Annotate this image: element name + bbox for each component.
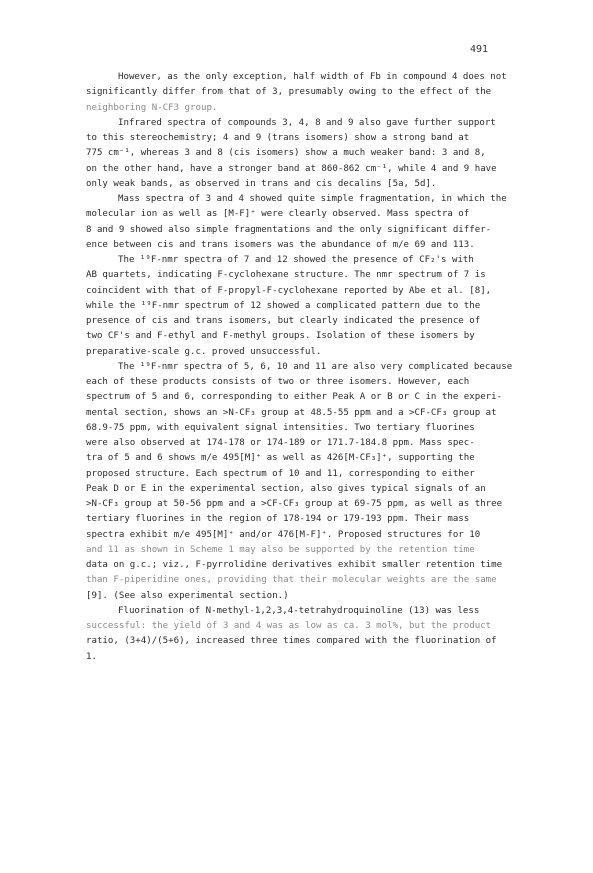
text-line: Fluorination of N-methyl-1,2,3,4-tetrahydroquinoline (13) was less [118,605,480,616]
text-line: molecular ion as well as [M-F]⁺ were clearly observed. Mass spectra of [86,209,470,220]
text-line: two CF's and F-ethyl and F-methyl groups. Isolation of these isomers by [86,331,475,342]
page-number: 491 [470,44,489,55]
text-line: tertiary fluorines in the region of 178-194 or 179-193 ppm. Their mass [86,514,470,525]
text-line: on the other hand, have a stronger band at 860-862 cm⁻¹, while 4 and 9 have [86,163,497,174]
text-line: ence between cis and trans isomers was the abundance of m/e 69 and 113. [86,239,475,250]
text-line: ratio, (3+4)/(5+6), increased three times compared with the fluorination of [86,636,497,647]
body-text [86,70,522,665]
text-line: while the ¹⁹F-nmr spectrum of 12 showed a complicated pattern due to the [86,300,481,311]
text-line: than F-piperidine ones, providing that their molecular weights are the same [86,575,497,586]
text-line: significantly differ from that of 3, presumably owing to the effect of the [86,87,492,98]
text-line: data on g.c.; viz., F-pyrrolidine derivatives exhibit smaller retention time [86,560,503,570]
text-line: only weak bands, as observed in trans and cis decalins [5a, 5d]. [86,178,437,189]
text-line: The ¹⁹F-nmr spectra of 5, 6, 10 and 11 are also very complicated because [118,361,513,372]
text-line: and 11 as shown in Scheme 1 may also be supported by the retention time [86,544,475,555]
text-line: 68.9-75 ppm, with equivalent signal intensities. Two tertiary fluorines [86,422,475,433]
text-line: [9]. (See also experimental section.) [86,590,289,601]
text-line: Mass spectra of 3 and 4 showed quite simple fragmentation, in which the [118,194,507,204]
text-line: 1. [86,651,97,662]
text-line: each of these products consists of two or three isomers. However, each [86,377,470,387]
text-line: to this stereochemistry; 4 and 9 (trans isomers) show a strong band at [86,133,470,143]
text-line: spectra exhibit m/e 495[M]⁺ and/or 476[M-F]⁺. Proposed structures for 10 [86,529,481,540]
text-line: were also observed at 174-178 or 174-189 or 171.7-184.8 ppm. Mass spec- [86,438,475,448]
text-line: coincident with that of F-propyl-F-cyclohexane reported by Abe et al. [8], [86,285,492,296]
text-line: preparative-scale g.c. proved unsuccessful. [86,346,322,357]
text-line: proposed structure. Each spectrum of 10 and 11, corresponding to either [86,468,475,479]
text-line: mental section, shows an >N-CF₃ group at 48.5-55 ppm and a >CF-CF₃ group at [86,407,497,418]
text-line: neighboring N-CF3 group. [86,102,218,113]
text-line: spectrum of 5 and 6, corresponding to either Peak A or B or C in the experi- [86,392,503,403]
text-line: >N-CF₃ group at 50-56 ppm and a >CF-CF₃ group at 69-75 ppm, as well as three [86,499,503,509]
text-line: The ¹⁹F-nmr spectra of 7 and 12 showed the presence of CF₂'s with [118,255,474,265]
text-line: tra of 5 and 6 shows m/e 495[M]⁺ as well as 426[M-CF₃]⁺, supporting the [86,453,475,464]
text-line: presence of cis and trans isomers, but clearly indicated the presence of [86,316,481,326]
text-line: AB quartets, indicating F-cyclohexane structure. The nmr spectrum of 7 is [86,270,486,281]
text-line: 8 and 9 showed also simple fragmentations and the only significant differ- [86,224,492,235]
text-line: 775 cm⁻¹, whereas 3 and 8 (cis isomers) show a much weaker band: 3 and 8, [86,148,486,159]
text-line: Infrared spectra of compounds 3, 4, 8 and 9 also gave further support [118,117,496,128]
text-line: successful: the yield of 3 and 4 was as low as ca. 3 mol%, but the product [86,621,492,631]
text-line: Peak D or E in the experimental section, also gives typical signals of an [86,483,486,494]
text-line: However, as the only exception, half width of Fb in compound 4 does not [118,72,507,82]
